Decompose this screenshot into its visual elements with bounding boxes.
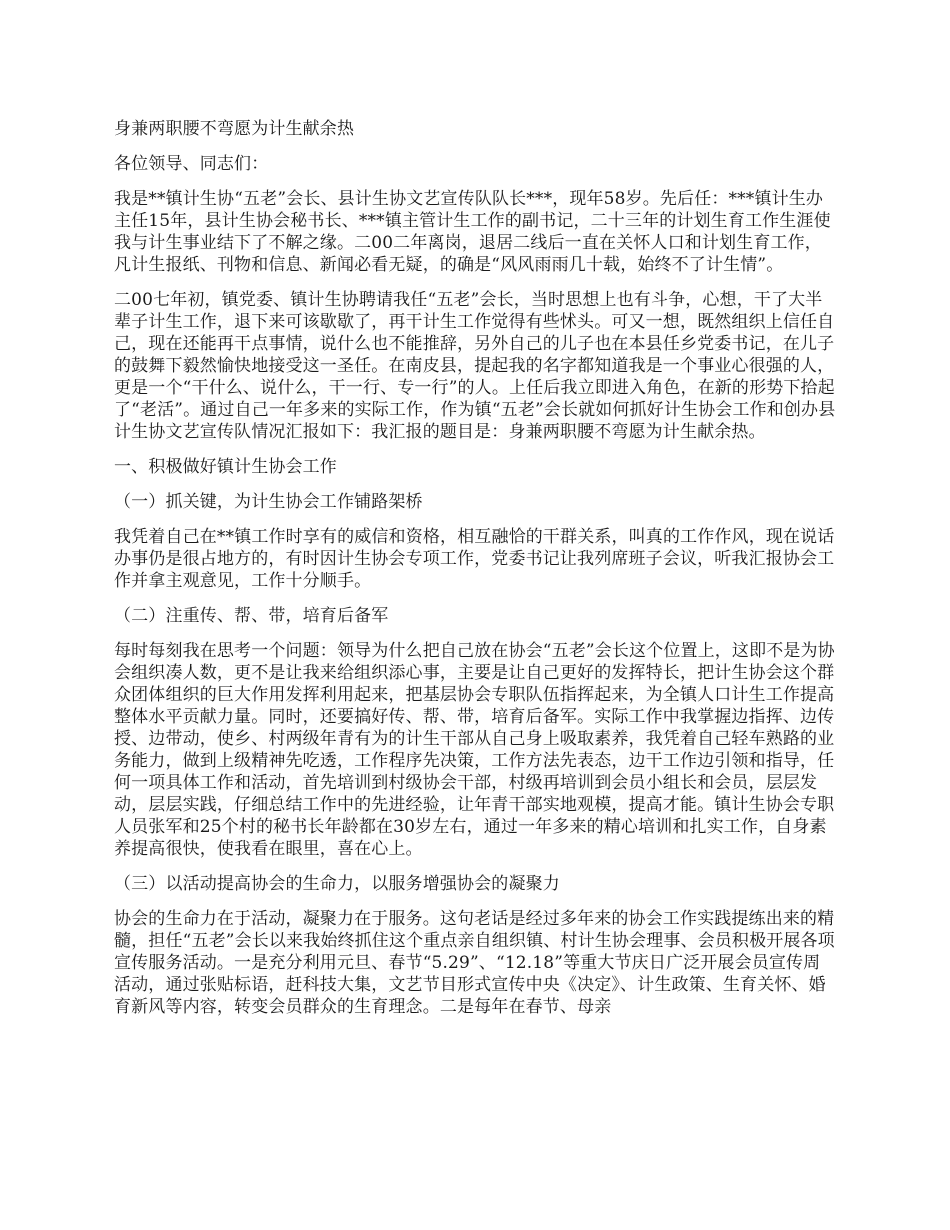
greeting: 各位领导、同志们： [114, 154, 269, 174]
document-page [114, 118, 836, 1031]
subsection-text-1: 我凭着自己在**镇工作时享有的威信和资格，相互融恰的干群关系，叫真的工作作风，现在说话办事仍是很占地方的，有时因计生协会专项工作，党委书记让我列席班子会议，听我汇报协会工作并拿主观意见，工作十分顺手。 [114, 527, 835, 591]
subsection-heading-3: （三）以活动提高协会的生命力，以服务增强协会的凝聚力 [114, 874, 560, 894]
section-heading-1: 一、积极做好镇计生协会工作 [114, 457, 337, 477]
subsection-text-2: 每时每刻我在思考一个问题：领导为什么把自己放在协会“五老”会长这个位置上，这即不是为协会组织凑人数，更不是让我来给组织添心事，主要是让自己更好的发挥特长，把计生协会这个群众团体组织的巨大作用发挥利用起来，把基层协会专职队伍指挥起来，为全镇人口计生工作提高整体水平贡献力量。同时，还要搞好传、帮、带，培育后备军。实际工作中我掌握边指挥、边传授、边带动，使乡、村两级年青有为的计生干部从自己身上吸取素养，我凭着自己轻车熟路的业务能力，做到上级精神先吃透，工作程序先决策，工作方法先表态，边干工作边引领和指导，任何一项具体工作和活动，首先培训到村级协会干部，村级再培训到会员小组长和会员，层层发动，层层实践，仔细总结工作中的先进经验，让年青干部实地观模，提高才能。镇计生协会专职人员张军和25个村的秘书长年龄都在30岁左右，通过一年多来的精心培训和扎实工作，自身素养提高很快，使我看在眼里，喜在心上。 [114, 641, 835, 859]
subsection-text-3: 协会的生命力在于活动，凝聚力在于服务。这句老话是经过多年来的协会工作实践提练出来的精髓，担任“五老”会长以来我始终抓住这个重点亲自组织镇、村计生协会理事、会员积极开展各项宣传服务活动。一是充分利用元旦、春节“5.29”、“12.18”等重大节庆日广泛开展会员宣传周活动，通过张贴标语，赶科技大集，文艺节目形式宣传中央《决定》、计生政策、生育关怀、婚育新风等内容，转变会员群众的生育理念。二是每年在春节、母亲 [114, 909, 835, 1017]
subsection-heading-1: （一）抓关键，为计生协会工作铺路架桥 [114, 492, 423, 512]
paragraph-appointment: 二00七年初，镇党委、镇计生协聘请我任“五老”会长，当时思想上也有斗争，心想，干了大半辈子计生工作，退下来可该歇歇了，再干计生工作觉得有些怵头。可又一想，既然组织上信任自己，现在还能再干点事情，说什么也不能推辞，另外自己的儿子也在本县任乡党委书记，在儿子的鼓舞下毅然愉快地接受这一圣任。在南皮县，提起我的名字都知道我是一个事业心很强的人，更是一个“干什么、说什么，干一行、专一行”的人。上任后我立即进入角色，在新的形势下拾起了“老活”。通过自己一年多来的实际工作，作为镇“五老”会长就如何抓好计生协会工作和创办县计生协文艺宣传队情况汇报如下：我汇报的题目是：身兼两职腰不弯愿为计生献余热。 [114, 290, 836, 442]
subsection-heading-2: （二）注重传、帮、带，培育后备军 [114, 606, 389, 626]
paragraph-intro: 我是**镇计生协“五老”会长、县计生协文艺宣传队队长***，现年58岁。先后任：***镇计生办主任15年，县计生协会秘书长、***镇主管计生工作的副书记，二十三年的计划生育工作生涯使我与计生事业结下了不解之缘。二00二年离岗，退居二线后一直在关怀人口和计划生育工作，凡计生报纸、刊物和信息、新闻必看无疑，的确是“风风雨雨几十载，始终不了计生情”。 [114, 189, 831, 275]
document-title: 身兼两职腰不弯愿为计生献余热 [114, 119, 355, 139]
